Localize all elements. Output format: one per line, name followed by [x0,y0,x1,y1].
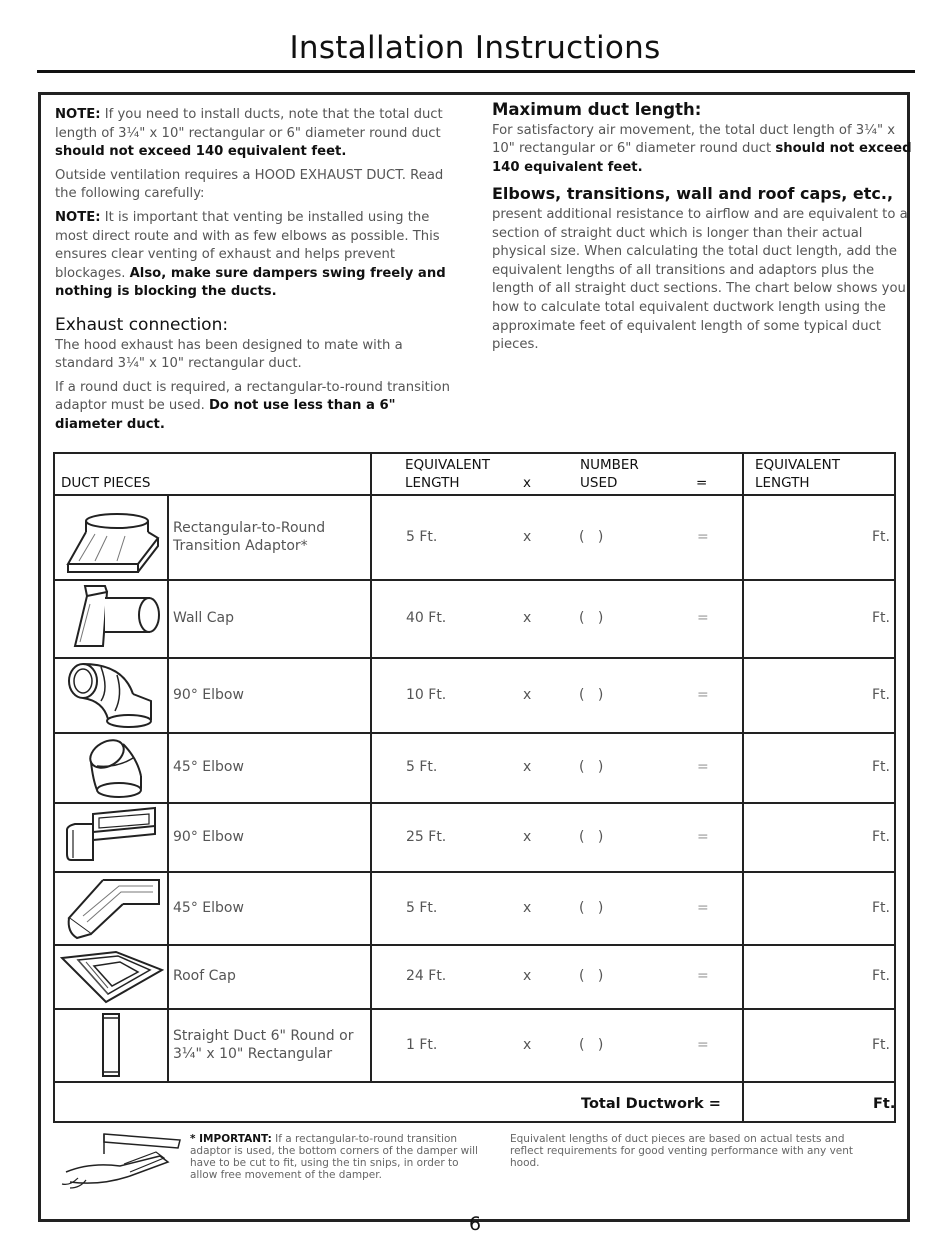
result-unit: Ft. [872,968,890,984]
round-duct-text [55,379,465,435]
roof-cap-icon [60,948,164,1006]
piece-name-line-2: 3¼" x 10" Rectangular [173,1045,333,1062]
column-divider [370,454,372,1083]
piece-name [173,519,325,555]
number-used-field[interactable]: ( ) [579,1036,604,1053]
equals-sign: = [697,686,709,703]
round-duct-emphasis: Do not use less than a 6" diameter duct. [55,398,396,432]
max-duct-emphasis: should not exceed 140 equivalent feet. [492,141,912,175]
header-duct-pieces: DUCT PIECES [61,475,151,491]
header-times: x [523,475,531,491]
title-rule [37,70,915,73]
max-duct-length-text [492,122,912,178]
piece-name-line-1: Wall Cap [173,610,234,626]
page-title: Installation Instructions [289,30,661,66]
exhaust-connection-heading: Exhaust connection: [55,314,229,335]
header-line-1: EQUIVALENT [755,457,841,473]
times-sign: x [523,828,532,845]
note-text: If you need to install ducts, note that the total duct length of 3¼" x 10" rectangular or 6" diameter round duct [55,107,443,141]
number-used-field[interactable]: ( ) [579,899,604,916]
row-divider [55,732,894,734]
equals-sign: = [697,610,709,626]
equals-sign: = [697,759,709,775]
times-sign: x [523,899,532,916]
equivalent-length-value: 1 Ft. [406,1036,438,1053]
important-footnote [190,1133,480,1181]
equals-sign: = [697,1036,709,1053]
number-used-field[interactable]: ( ) [579,968,604,984]
piece-name [173,609,234,627]
rect-45-elbow-icon [63,876,163,942]
round-90-elbow-icon [63,659,163,729]
max-duct-length-heading: Maximum duct length: [492,100,702,119]
important-text: If a rectangular-to-round transition adaptor is used, the bottom corners of the damper will have to be cut to fit, using the tin snips, in order to allow free movement of the damper. [190,1133,478,1181]
total-divider [55,1081,894,1083]
note-text: It is important that venting be installed using the most direct route and with as few elbows as possible. This ensures clear venting of exhaust and helps prevent blockages. [55,209,440,281]
result-unit: Ft. [872,759,890,775]
row-divider [55,944,894,946]
piece-name [173,686,244,704]
note-label: NOTE: [55,107,101,122]
equivalent-length-value: 24 Ft. [406,968,447,984]
transition-adaptor-icon [65,512,163,576]
column-divider [167,494,169,1083]
piece-name-line-2: Transition Adaptor* [173,537,308,554]
row-divider [55,657,894,659]
header-equivalent-result [755,456,840,492]
row-divider [55,871,894,873]
outside-ventilation-text: Outside ventilation requires a HOOD EXHAUST DUCT. Read the following carefully: [55,167,444,202]
note-emphasis: should not exceed 140 equivalent feet. [55,144,347,160]
result-unit: Ft. [872,610,890,626]
times-sign: x [523,686,532,703]
note-label: NOTE: [55,209,101,225]
result-unit: Ft. [872,899,890,916]
header-line-1: EQUIVALENT [405,457,491,473]
header-line-2: LENGTH [755,475,810,491]
times-sign: x [523,528,532,545]
piece-name-line-1: 90° Elbow [173,828,244,845]
piece-name [173,899,244,917]
elbows-heading: Elbows, transitions, wall and roof caps, etc., [492,184,894,204]
total-unit: Ft. [873,1096,896,1112]
times-sign: x [523,1036,532,1053]
times-sign: x [523,610,532,626]
left-column [55,106,465,440]
header-line-2: LENGTH [405,475,460,491]
equals-sign: = [697,528,709,545]
elbows-text: present additional resistance to airflow and are equivalent to a section of straight duct which is longer than their actual physical size. When calculating the total duct length, add the equivalent lengths of all transitions and adaptors plus the length of all straight duct sections. The chart below shows you how to calculate total equivalent ductwork length using the approximate feet of equivalent length of some typical duct pieces. [492,206,908,353]
header-equivalent-length [405,456,490,492]
page-number: 6 [468,1213,482,1235]
venting-note [55,209,465,302]
equivalent-length-value: 40 Ft. [406,610,447,626]
equivalent-length-value: 10 Ft. [406,686,447,703]
header-number-used [580,456,639,492]
total-ductwork-label: Total Ductwork = [581,1096,721,1112]
number-used-field[interactable]: ( ) [579,610,604,626]
wall-cap-icon [65,584,163,654]
piece-name [173,967,236,985]
equivalent-length-value: 5 Ft. [406,899,438,916]
row-divider [55,579,894,581]
piece-name [173,828,244,846]
equivalent-length-value: 5 Ft. [406,528,438,545]
equivalent-lengths-footnote: Equivalent lengths of duct pieces are based on actual tests and reflect requirements for good venting performance with any vent hood. [510,1133,854,1169]
result-unit: Ft. [872,528,890,545]
result-unit: Ft. [872,686,890,703]
piece-name-line-1: Roof Cap [173,968,236,984]
equals-sign: = [697,899,709,916]
times-sign: x [523,968,532,984]
result-unit: Ft. [872,1036,890,1053]
column-divider [742,454,744,1121]
piece-name [173,1027,353,1063]
straight-duct-icon [100,1012,124,1080]
max-duct-body: For satisfactory air movement, the total duct length of 3¼" x 10" rectangular or 6" diameter round duct [492,122,896,157]
note-emphasis: Also, make sure dampers swing freely and nothing is blocking the ducts. [55,265,446,300]
equivalent-length-value: 25 Ft. [406,828,447,845]
number-used-field[interactable]: ( ) [579,528,604,545]
equals-sign: = [697,828,709,845]
times-sign: x [523,759,532,775]
row-divider [55,802,894,804]
duct-length-note [55,106,465,162]
duct-length-table [53,452,896,1123]
header-divider [55,494,894,496]
exhaust-mate-text: The hood exhaust has been designed to mate with a standard 3¼" x 10" rectangular duct. [55,337,403,372]
number-used-field[interactable]: ( ) [579,828,604,845]
header-line-2: USED [580,475,618,491]
header-line-1: NUMBER [580,457,639,473]
number-used-field[interactable]: ( ) [579,759,604,775]
rect-90-elbow-icon [63,806,163,866]
number-used-field[interactable]: ( ) [579,686,604,703]
equals-sign: = [697,968,709,984]
row-divider [55,1008,894,1010]
round-duct-body: If a round duct is required, a rectangular-to-round transition adaptor must be used. [55,379,450,414]
round-45-elbow-icon [83,736,153,802]
tin-snips-damper-icon [60,1128,190,1190]
header-equals: = [696,475,708,491]
piece-name-line-1: Rectangular-to-Round [173,519,326,536]
right-column [492,101,912,360]
equivalent-length-value: 5 Ft. [406,759,438,775]
piece-name-line-1: 45° Elbow [173,899,244,916]
important-label: * IMPORTANT: [190,1133,272,1145]
piece-name-line-1: Straight Duct 6" Round or [173,1027,354,1044]
piece-name-line-1: 90° Elbow [173,686,244,703]
result-unit: Ft. [872,828,890,845]
piece-name [173,758,244,776]
piece-name-line-1: 45° Elbow [173,759,244,775]
